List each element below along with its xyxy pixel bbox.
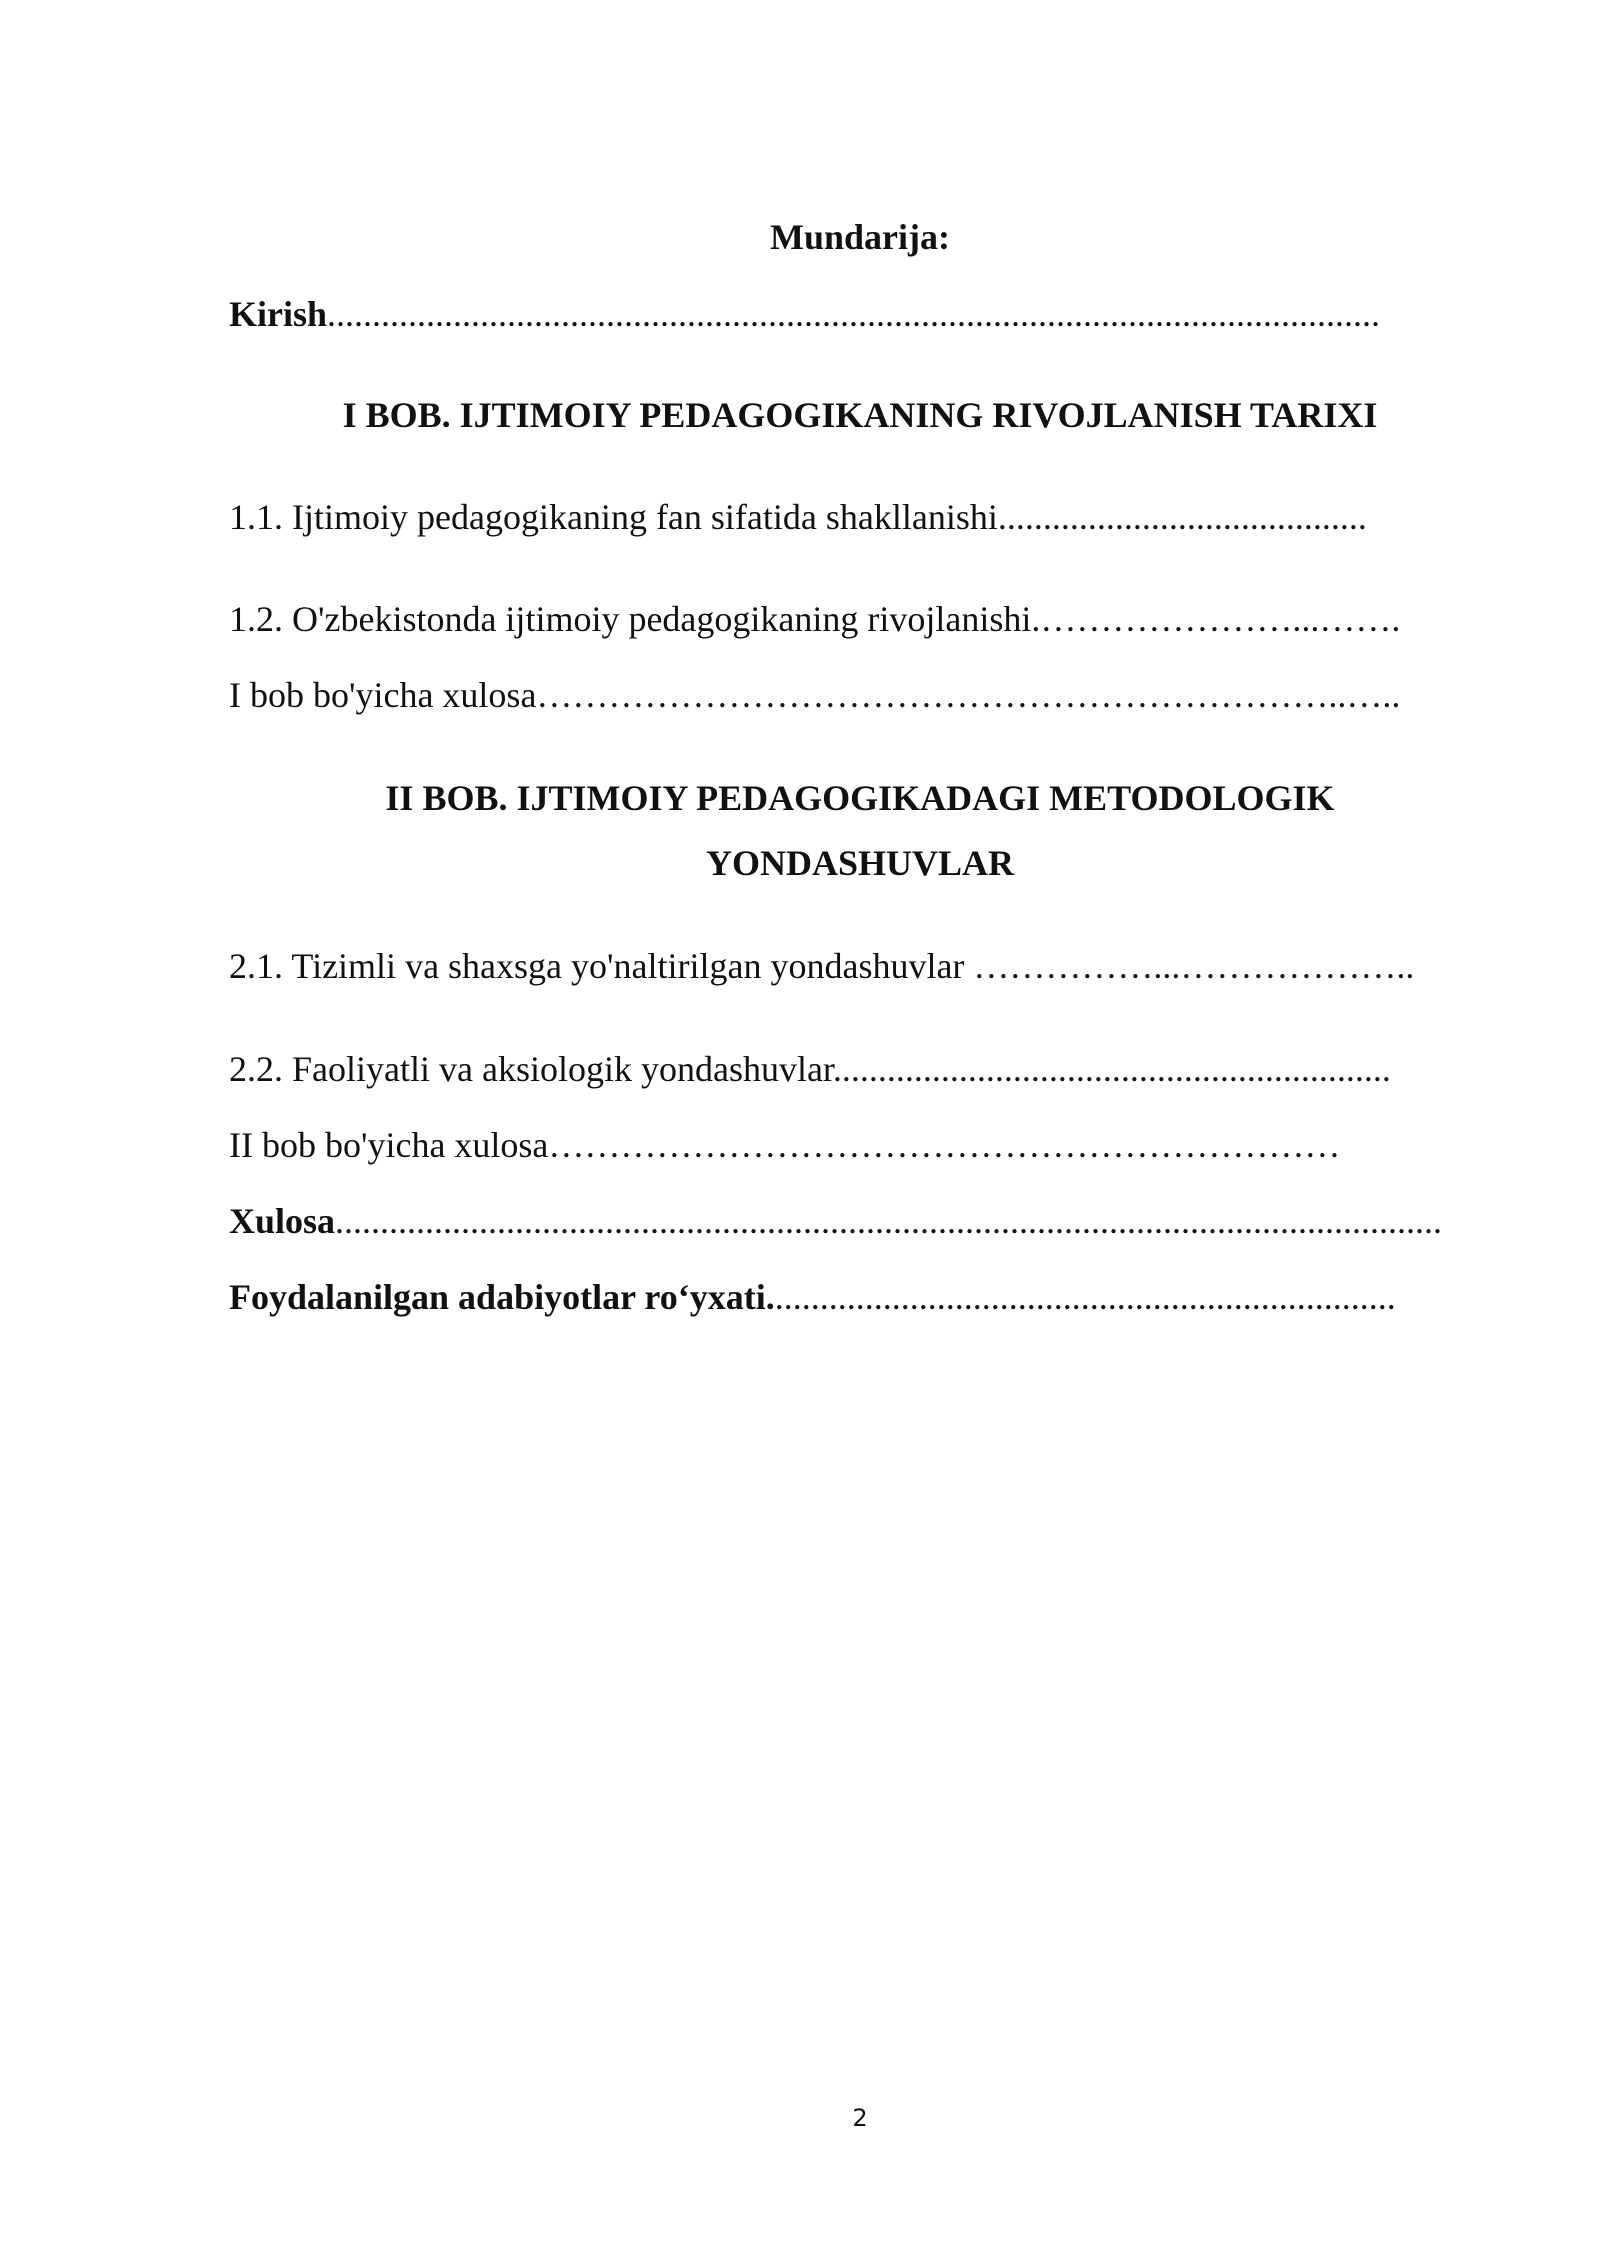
toc-entry-conclusion [229, 1199, 1442, 1243]
toc-entry-1-1: 1.1. Ijtimoiy pedagogikaning fan sifatida shakllanishi......................................... [229, 497, 1367, 537]
toc-entry-references [229, 1275, 1396, 1319]
toc-entry-conclusion-label: Xulosa [229, 1201, 336, 1241]
toc-entry-conclusion-leader: ........................................................................................................................... [335, 1201, 1443, 1241]
page-number: 2 [852, 2104, 868, 2132]
toc-entry-references-leader: ..................................................................... [774, 1277, 1396, 1317]
toc-entry-intro-label: Kirish [229, 294, 328, 334]
toc-entry-references-label: Foydalanilgan adabiyotlar ro‘yxati. [229, 1277, 775, 1317]
toc-entry-2-1: 2.1. Tizimli va shaxsga yo'naltirilgan yondashuvlar ……………...……………….. [229, 946, 1415, 986]
chapter2-title-line2: YONDASHUVLAR [705, 843, 1015, 883]
toc-entry-chapter2-conclusion: II bob bo'yicha xulosa………………………………………………………… [229, 1125, 1341, 1165]
toc-entry-intro-leader: ..................................................................................................................... [327, 294, 1381, 334]
toc-entry-chapter1-conclusion: I bob bo'yicha xulosa…………………………………………………………..….. [229, 675, 1401, 715]
chapter2-title-line1: II BOB. IJTIMOIY PEDAGOGIKADAGI METODOLOGIK [385, 778, 1335, 818]
toc-heading: Mundarija: [770, 217, 950, 257]
toc-entry-intro [229, 292, 1380, 336]
chapter1-title: I BOB. IJTIMOIY PEDAGOGIKANING RIVOJLANISH TARIXI [342, 395, 1378, 435]
toc-entry-2-2: 2.2. Faoliyatli va aksiologik yondashuvlar.............................................................. [229, 1049, 1391, 1089]
toc-entry-1-2: 1.2. O'zbekistonda ijtimoiy pedagogikaning rivojlanishi.…………………...……. [229, 599, 1401, 639]
